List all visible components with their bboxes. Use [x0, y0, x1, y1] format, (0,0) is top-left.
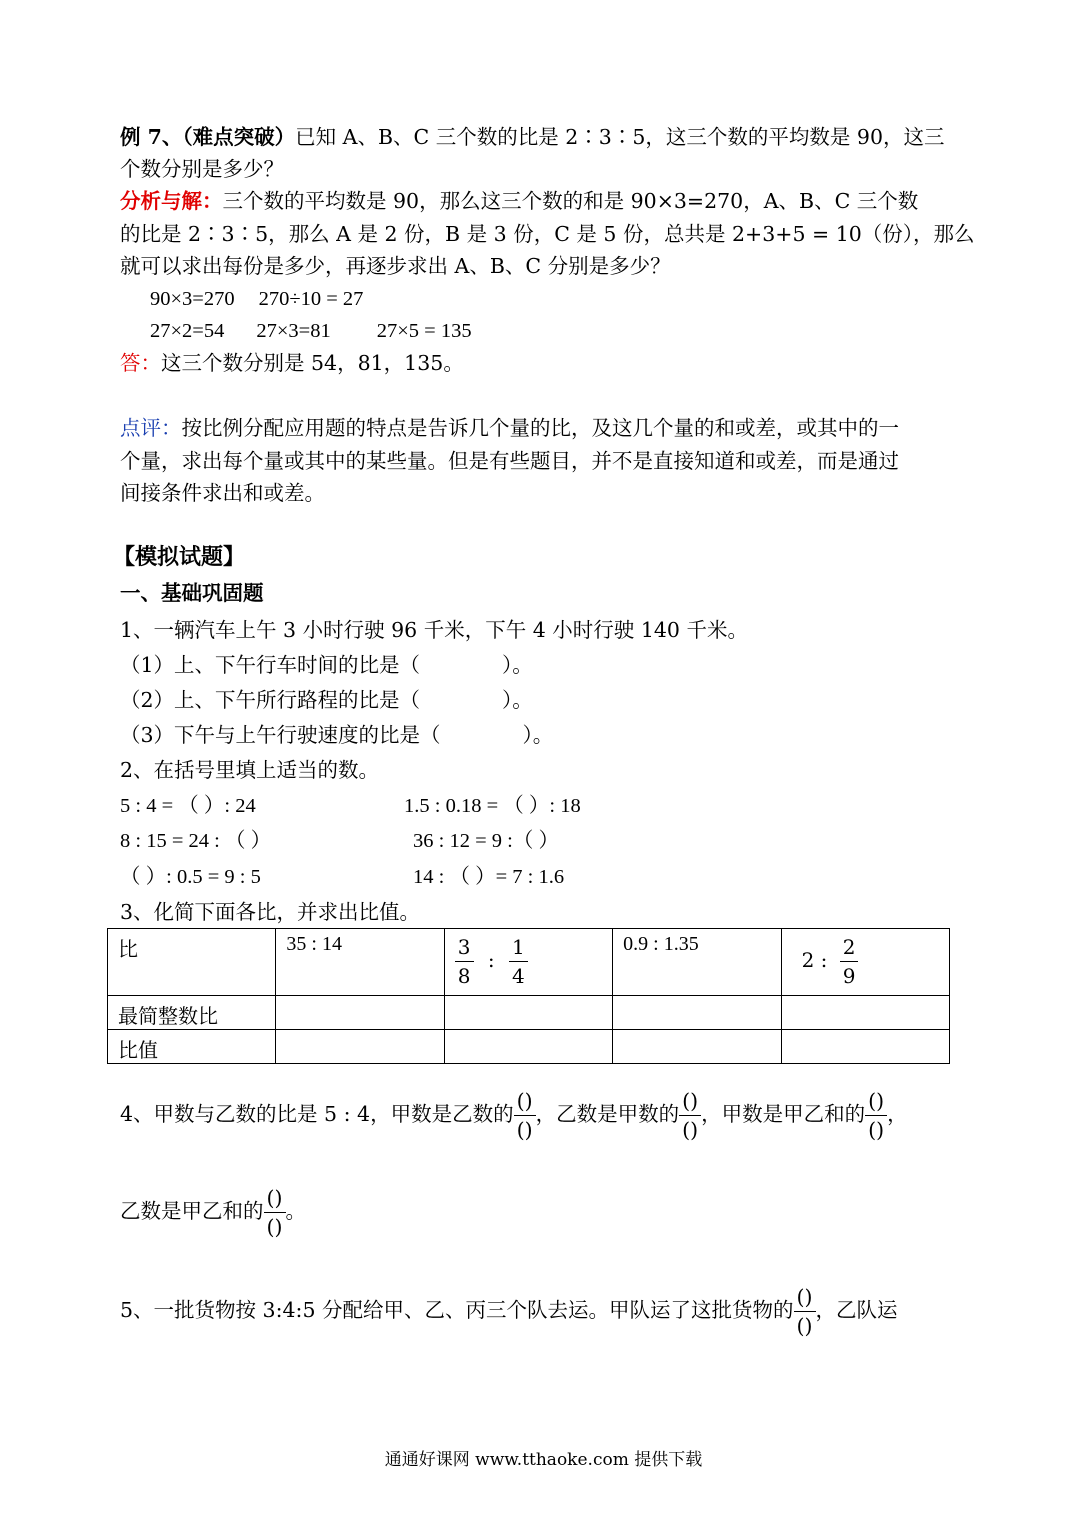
- q3-stem: 3、化简下面各比，并求出比值。: [120, 900, 421, 924]
- answer-cell[interactable]: [613, 996, 781, 1030]
- ratio-cell-1: 35 : 14: [276, 929, 444, 996]
- q2-stem: 2、在括号里填上适当的数。: [120, 758, 380, 782]
- q2-row3-right: 14 : （ ）= 7 : 1.6: [413, 866, 565, 888]
- comment-line2: 个量，求出每个量或其中的某些量。但是有些题目，并不是直接知道和或差，而是通过: [120, 449, 899, 473]
- calc2b: 27×3=81: [256, 320, 331, 342]
- comment-label: 点评：: [120, 416, 182, 440]
- ratio-cell-4: 2 : $\frac{2}{9}$: [781, 929, 949, 996]
- ratio-cell-2: $\frac{3}{8}$ : $\frac{1}{4}$: [444, 929, 612, 996]
- q1-part2: （2）上、下午所行路程的比是（ ）。: [120, 688, 533, 712]
- calc2c: 27×5 = 135: [376, 320, 472, 342]
- analysis-label: 分析与解：: [120, 189, 223, 213]
- q2-row2-right: 36 : 12 = 9 :（ ）: [413, 830, 559, 852]
- fraction: $\frac{1}{4}$: [509, 933, 528, 990]
- example7-text1: 已知 A、B、C 三个数的比是 2∶3∶5，这三个数的平均数是 90，这三: [295, 125, 945, 149]
- comment-text1: 按比例分配应用题的特点是告诉几个量的比，及这几个量的和或差，或其中的一: [181, 416, 899, 440]
- row-label-ratio: 比: [108, 929, 276, 996]
- row-label-simplest: 最简整数比: [108, 996, 276, 1030]
- q1-stem: 1、一辆汽车上午 3 小时行驶 96 千米，下午 4 小时行驶 140 千米。: [120, 618, 748, 642]
- answer-cell[interactable]: [444, 1030, 612, 1064]
- ratio-cell-3: 0.9 : 1.35: [613, 929, 781, 996]
- answer-cell[interactable]: [781, 996, 949, 1030]
- answer-line: [120, 350, 464, 376]
- answer-cell[interactable]: [276, 996, 444, 1030]
- subsection-title: 一、基础巩固题: [120, 581, 264, 605]
- fraction: $\frac{3}{8}$: [455, 933, 474, 990]
- example7-line2: 个数分别是多少？: [120, 157, 284, 181]
- page-footer: 通通好课网 www.tthaoke.com 提供下载: [384, 1450, 703, 1470]
- blank-fraction[interactable]: $\frac{()}{()}$: [794, 1283, 816, 1340]
- answer-cell[interactable]: [613, 1030, 781, 1064]
- analysis-line1: [120, 188, 918, 214]
- comment-line1: [120, 415, 899, 441]
- fraction: $\frac{2}{9}$: [840, 933, 859, 990]
- calc1b: 270÷10 = 27: [258, 288, 364, 310]
- q2-row1-left: 5 : 4 = （ ）: 24: [120, 795, 256, 817]
- example7-title: 例 7、（难点突破）: [120, 125, 296, 149]
- analysis-line2: 的比是 2∶3∶5，那么 A 是 2 份，B 是 3 份，C 是 5 份，总共是 2+3+5 = 10（份），那么: [120, 222, 975, 246]
- q2-row2-left: 8 : 15 = 24 : （ ）: [120, 830, 272, 852]
- blank-fraction[interactable]: $\frac{()}{()}$: [264, 1184, 286, 1241]
- table-row: [108, 1030, 950, 1064]
- ratio-table: [107, 928, 950, 1064]
- calc2a: 27×2=54: [150, 320, 225, 342]
- answer-text: 这三个数分别是 54，81，135。: [161, 351, 464, 375]
- analysis-text1: 三个数的平均数是 90，那么这三个数的和是 90×3=270，A、B、C 三个数: [222, 189, 919, 213]
- example7-line1: [120, 124, 945, 150]
- comment-line3: 间接条件求出和或差。: [120, 481, 325, 505]
- blank-fraction[interactable]: $\frac{()}{()}$: [679, 1087, 701, 1144]
- q2-row1-right: 1.5 : 0.18 = （ ）: 18: [404, 795, 581, 817]
- answer-cell[interactable]: [781, 1030, 949, 1064]
- calc-line2: [150, 318, 472, 344]
- q4-line1: 4、甲数与乙数的比是 5 : 4，甲数是乙数的 $\frac{()}{()}$ ，乙数是甲数的 $\frac{()}{()}$ ，甲数是甲乙和的 $\frac{()}{()}$ ，: [120, 1089, 908, 1142]
- answer-cell[interactable]: [444, 996, 612, 1030]
- q1-part3: （3）下午与上午行驶速度的比是（ ）。: [120, 723, 554, 747]
- blank-fraction[interactable]: $\frac{()}{()}$: [514, 1087, 536, 1144]
- section-title: 【模拟试题】: [113, 544, 246, 570]
- calc1a: 90×3=270: [150, 288, 235, 310]
- q2-row3-left: （ ）: 0.5 = 9 : 5: [120, 866, 261, 888]
- q1-part1: （1）上、下午行车时间的比是（ ）。: [120, 653, 533, 677]
- q5-line1: 5、一批货物按 3:4:5 分配给甲、乙、丙三个队去运。甲队运了这批货物的 $\frac{()}{()}$ ，乙队运: [120, 1285, 898, 1338]
- row-label-value: 比值: [108, 1030, 276, 1064]
- answer-label: 答：: [120, 351, 161, 375]
- answer-cell[interactable]: [276, 1030, 444, 1064]
- table-row: [108, 929, 950, 996]
- blank-fraction[interactable]: $\frac{()}{()}$: [865, 1087, 887, 1144]
- calc-line1: [150, 286, 363, 312]
- q4-line2: 乙数是甲乙和的 $\frac{()}{()}$ 。: [120, 1186, 306, 1239]
- analysis-line3: 就可以求出每份是多少，再逐步求出 A、B、C 分别是多少？: [120, 254, 671, 278]
- table-row: [108, 996, 950, 1030]
